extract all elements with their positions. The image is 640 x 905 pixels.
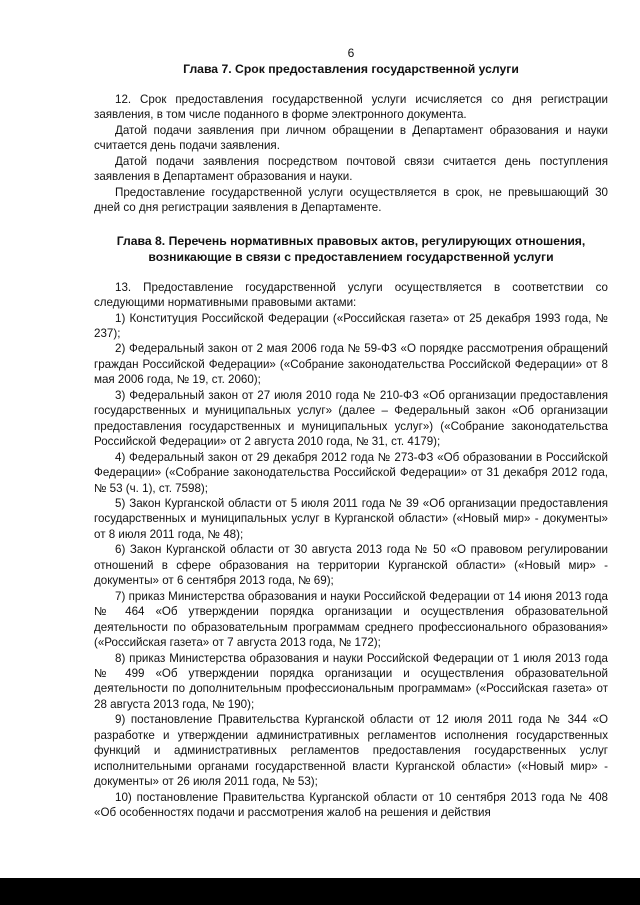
paragraph-postal-submission: Датой подачи заявления посредством почтовой связи считается день поступления заявления в Департамент образования и науки. [94,154,608,184]
chapter-7-title: Срок предоставления государственной услуги [235,62,519,76]
paragraph-12: 12. Срок предоставления государственной услуги исчисляется со дня регистрации заявления, в том числе поданного в форме электронного документа. [94,93,608,122]
legal-act-item-3: 3) Федеральный закон от 27 июля 2010 года № 210-ФЗ «Об организации предоставления государственных и муниципальных услуг» (далее – Федеральный закон «Об организации предоставления государственных и муниципальных услуг») («Собрание законодательства Российской Федерации» от 2 августа 2010 года, № 31, ст. 4179); [94,388,608,449]
paragraph-service-term: Предоставление государственной услуги осуществляется в срок, не превышающий 30 дней со дня регистрации заявления в Департаменте. [94,185,608,215]
scan-bottom-border [0,878,640,905]
legal-act-item-2: 2) Федеральный закон от 2 мая 2006 года № 59-ФЗ «О порядке рассмотрения обращений граждан Российской Федерации» («Собрание законодательства Российской Федерации» от 8 мая 2006 года, № 19, ст. 2060); [94,342,608,387]
legal-act-item-8: 8) приказ Министерства образования и науки Российской Федерации от 1 июля 2013 года № 499 «Об утверждении порядка организации и осуществления образовательной деятельности по дополнительным профессиональным программам» («Российская газета» от 28 августа 2013 года, № 190); [94,651,608,711]
chapter-8-body [94,280,608,821]
legal-act-item-4: 4) Федеральный закон от 29 декабря 2012 года № 273-ФЗ «Об образовании в Российской Федерации» («Собрание законодательства Российской Федерации» от 31 декабря 2012 года, № 53 (ч. 1), ст. 7598); [94,450,608,495]
chapter-8-title: Перечень нормативных правовых актов, регулирующих отношения, возникающие в связи с предоставлением государственной услуги [148,233,586,264]
legal-act-item-10: 10) постановление Правительства Курганской области от 10 сентября 2013 года № 408 «Об особенностях подачи и рассмотрения жалоб на решения и действия [94,790,608,820]
chapter-8-prefix: Глава 8. [116,233,169,248]
paragraph-13: 13. Предоставление государственной услуги осуществляется в соответствии со следующими нормативными правовыми актами: [94,280,608,310]
chapter-7-body [94,92,608,216]
chapter-7-heading [94,61,608,77]
paragraph-personal-submission: Датой подачи заявления при личном обращении в Департамент образования и науки считается день подачи заявления. [94,123,608,153]
legal-act-item-5: 5) Закон Курганской области от 5 июля 2011 года № 39 «Об организации предоставления государственных и муниципальных услуг в Курганской области» («Новый мир» - документы» от 8 июля 2011 года, № 48); [94,496,608,541]
chapter-7-prefix: Глава 7. [183,62,236,76]
chapter-8-heading [94,233,608,265]
page-content [94,46,608,820]
legal-act-item-7: 7) приказ Министерства образования и науки Российской Федерации от 14 июня 2013 года № 464 «Об утверждении порядка организации и осуществления образовательной деятельности по образовательным программам среднего профессионального образования» («Российская газета» от 7 августа 2013 года, № 172); [94,589,608,650]
legal-act-item-6: 6) Закон Курганской области от 30 августа 2013 года № 50 «О правовом регулировании отношений в сфере образования на территории Курганской области» («Новый мир» - документы» от 6 сентября 2013 года, № 69); [94,543,608,588]
legal-act-item-1: 1) Конституция Российской Федерации («Российская газета» от 25 декабря 1993 года, № 237); [94,311,608,340]
page-number: 6 [347,46,355,60]
legal-act-item-9: 9) постановление Правительства Курганской области от 12 июля 2011 года № 344 «О разработке и утверждении административных регламентов исполнения государственных функций и административных регламентов предоставления государственных услуг исполнительными органами государственной власти Курганской области» («Новый мир» - документы» от 26 июля 2011 года, № 53); [94,713,608,789]
